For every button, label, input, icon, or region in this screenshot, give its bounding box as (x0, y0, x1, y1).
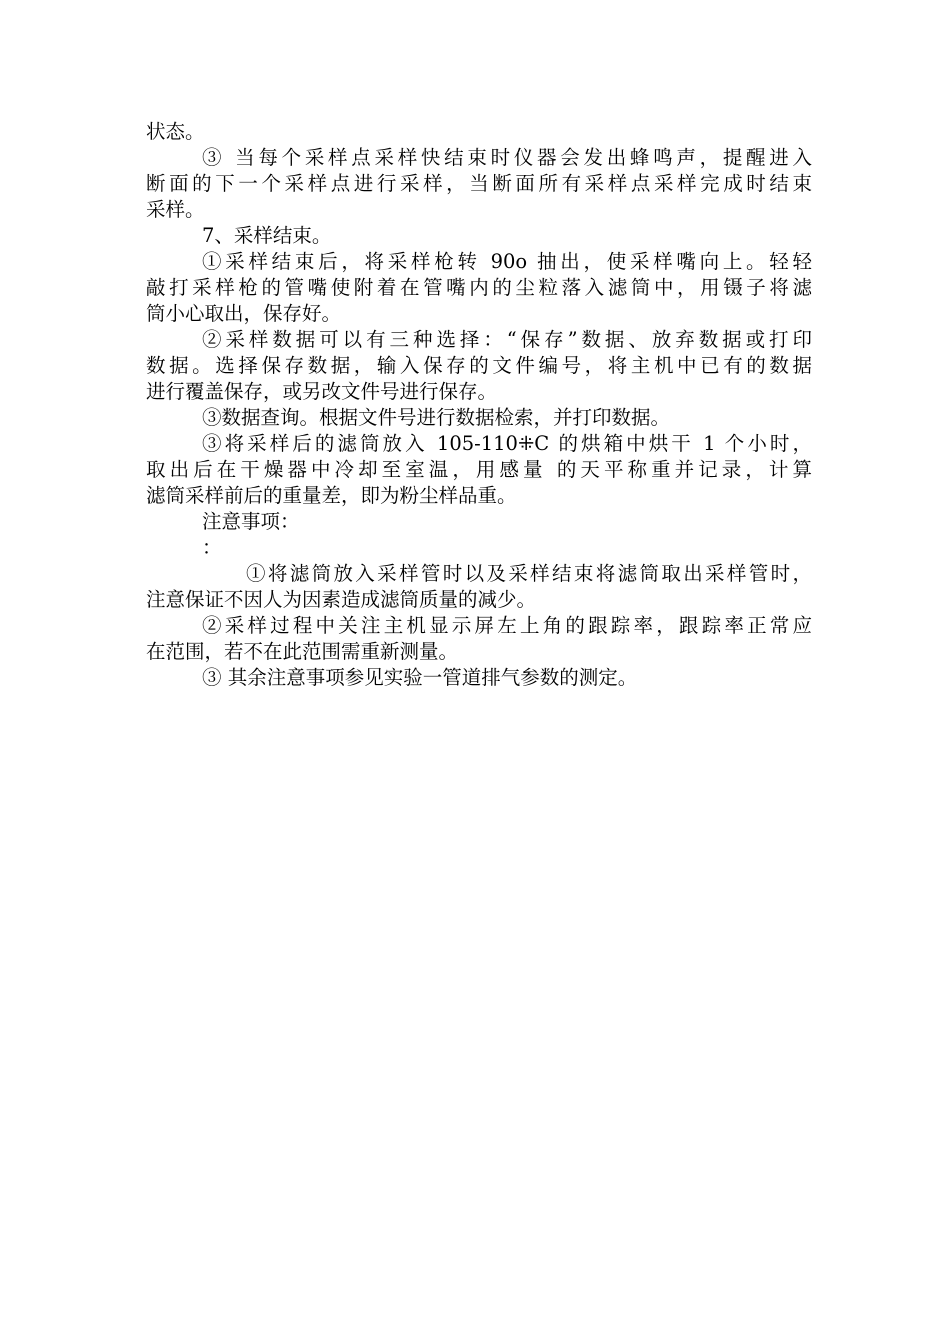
text-line: 敲打采样枪的管嘴使附着在管嘴内的尘粒落入滤筒中，用镊子将滤 (146, 276, 812, 299)
document-body (146, 119, 812, 691)
text-line: ③ 当每个采样点采样快结束时仪器会发出蜂鸣声，提醒进入 (202, 146, 812, 169)
notes-heading: 注意事项： (202, 510, 300, 533)
text-line: ③数据查询。根据文件号进行数据检索，并打印数据。 (202, 406, 671, 429)
text-line: 在范围，若不在此范围需重新测量。 (146, 640, 459, 663)
text-line: 断面的下一个采样点进行采样，当断面所有采样点采样完成时结束 (146, 172, 812, 195)
text-line: 采样。 (146, 198, 205, 221)
text-line: ③将采样后的滤筒放入 105-110⁜C 的烘箱中烘干 1 个小时， (202, 432, 812, 455)
text-line: 进行覆盖保存，或另改文件号进行保存。 (146, 380, 498, 403)
text-line: ②采样数据可以有三种选择：“保存”数据、放弃数据或打印 (202, 328, 812, 351)
text-line: 滤筒采样前后的重量差，即为粉尘样品重。 (146, 484, 517, 507)
text-line: 数据。选择保存数据，输入保存的文件编号，将主机中已有的数据 (146, 354, 812, 377)
text-line: 注意保证不因人为因素造成滤筒质量的减少。 (146, 588, 537, 611)
text-line: 状态。 (146, 120, 205, 143)
text-line: 取出后在干燥器中冷却至室温，用感量 的天平称重并记录，计算 (146, 458, 812, 481)
text-line: ②采样过程中关注主机显示屏左上角的跟踪率，跟踪率正常应 (202, 614, 812, 637)
text-line: ①将滤筒放入采样管时以及采样结束将滤筒取出采样管时， (246, 562, 812, 585)
text-line: ③ 其余注意事项参见实验一管道排气参数的测定。 (202, 666, 638, 689)
text-line: ： (202, 536, 222, 559)
text-line: 筒小心取出，保存好。 (146, 302, 342, 325)
section-heading: 7、采样结束。 (202, 224, 332, 247)
text-line: ①采样结束后，将采样枪转 90o 抽出，使采样嘴向上。轻轻 (202, 250, 812, 273)
